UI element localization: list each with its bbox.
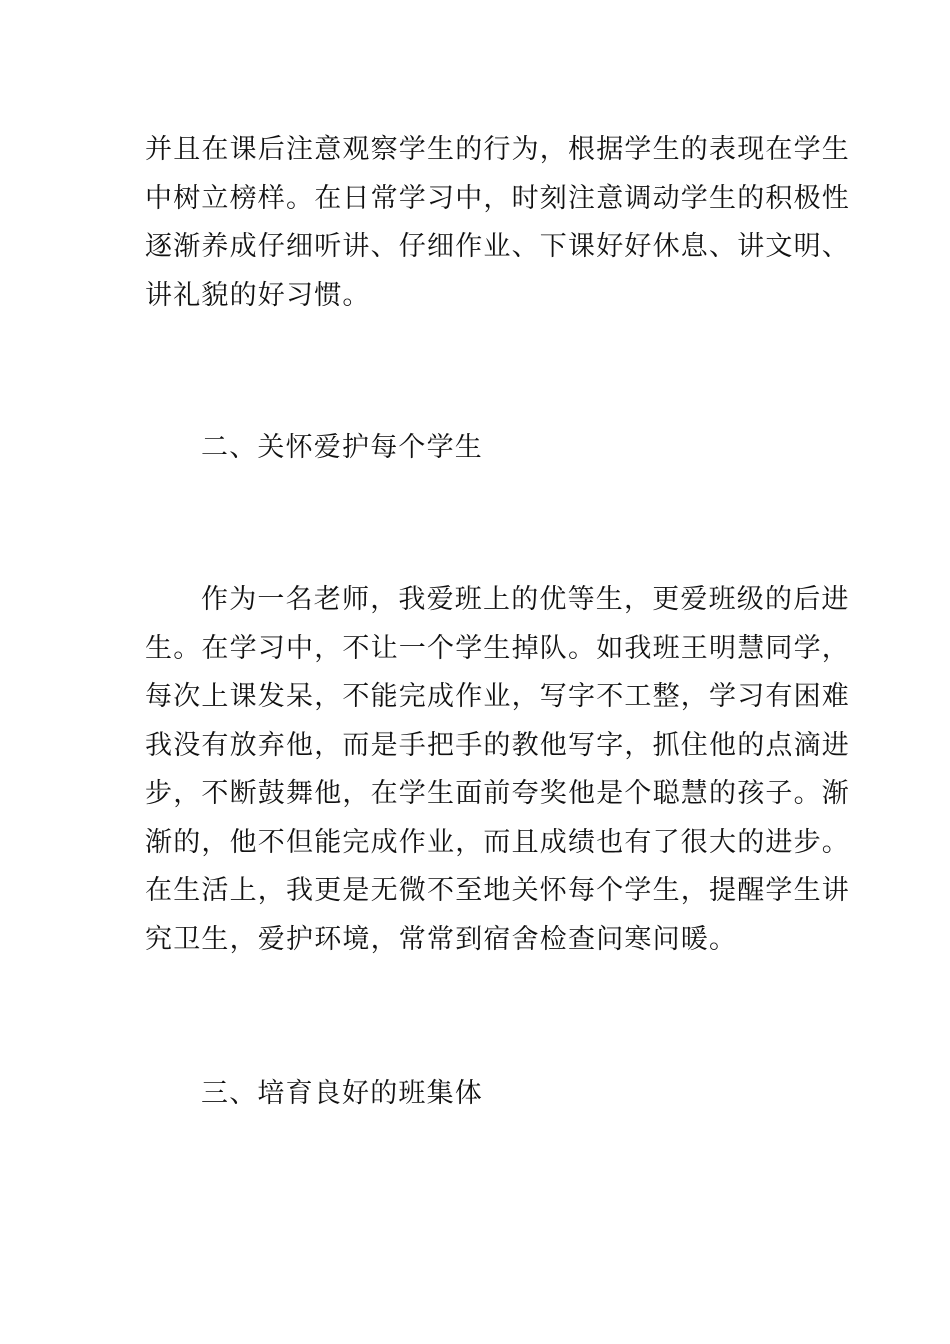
paragraph-line: 作为一名老师，我爱班上的优等生，更爱班级的后进 (201, 584, 850, 615)
paragraph-line: 讲礼貌的好习惯。 (145, 279, 371, 311)
paragraph-habits (145, 126, 850, 320)
section-heading-text: 二、关怀爱护每个学生 (201, 432, 483, 463)
paragraph-line: 步，不断鼓舞他，在学生面前夸奖他是个聪慧的孩子。渐 (145, 778, 850, 809)
paragraph-line: 生。在学习中，不让一个学生掉队。如我班王明慧同学， (145, 632, 850, 664)
paragraph-line: 渐的，他不但能完成作业，而且成绩也有了很大的进步。 (145, 826, 850, 858)
paragraph-line: 究卫生，爱护环境，常常到宿舍检查问寒问暖。 (145, 923, 738, 955)
paragraph-line: 并且在课后注意观察学生的行为，根据学生的表现在学生 (145, 134, 850, 165)
paragraph-care (145, 576, 850, 964)
paragraph-line: 逐渐养成仔细听讲、仔细作业、下课好好休息、讲文明、 (145, 231, 850, 262)
paragraph-line: 我没有放弃他，而是手把手的教他写字，抓住他的点滴进 (145, 729, 850, 761)
section-heading-text: 三、培育良好的班集体 (201, 1078, 483, 1109)
paragraph-line: 在生活上，我更是无微不至地关怀每个学生，提醒学生讲 (145, 875, 850, 906)
paragraph-line: 中树立榜样。在日常学习中，时刻注意调动学生的积极性 (145, 182, 850, 214)
section-heading-class (145, 1070, 810, 1119)
section-heading-care (145, 424, 810, 473)
paragraph-line: 每次上课发呆，不能完成作业，写字不工整，学习有困难 (145, 681, 850, 712)
